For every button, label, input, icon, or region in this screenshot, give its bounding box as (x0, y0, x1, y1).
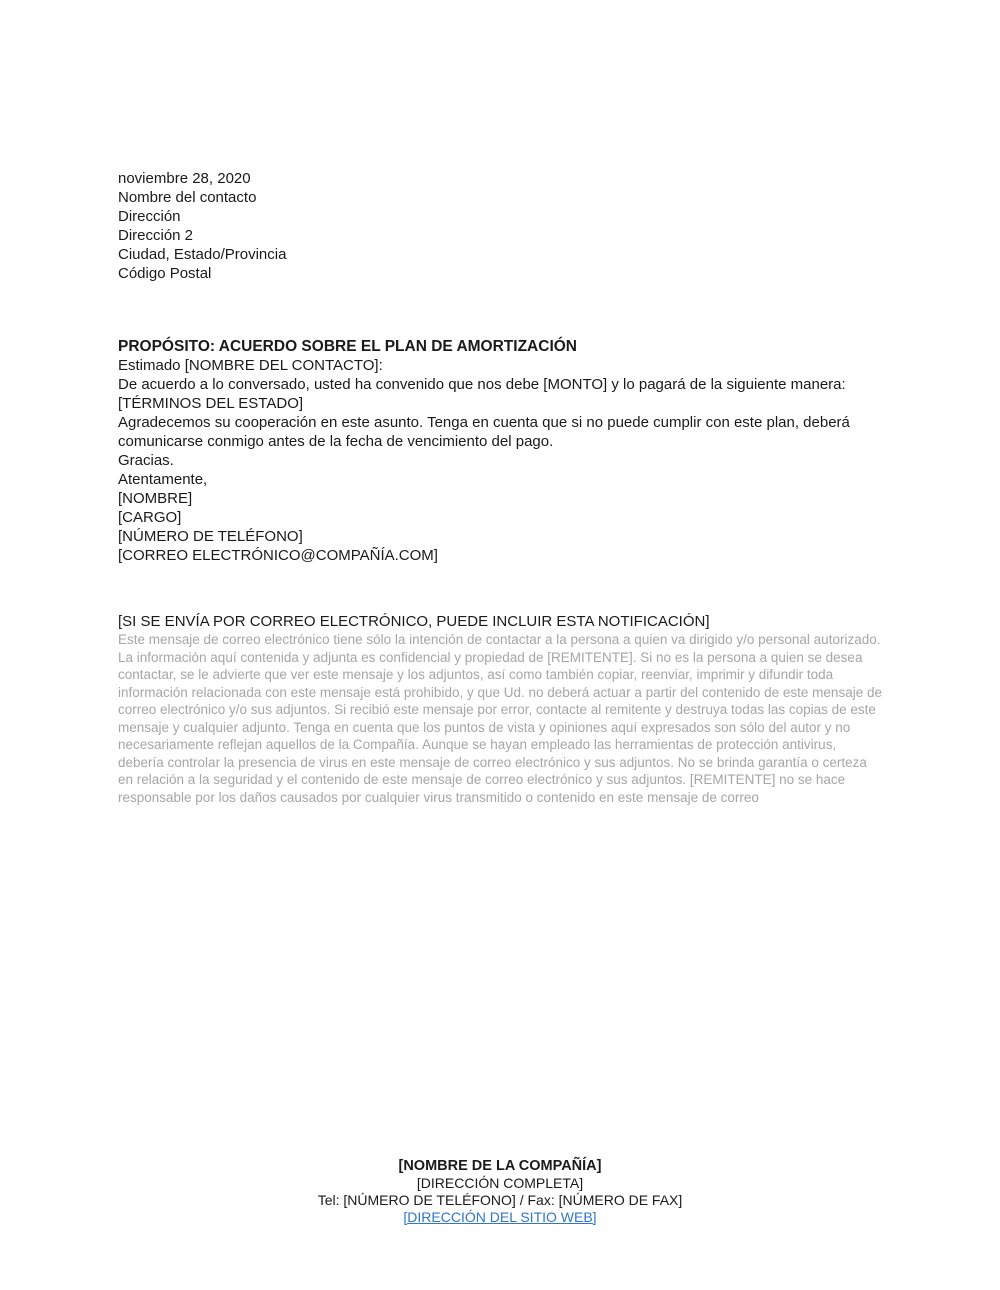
terms-placeholder: [TÉRMINOS DEL ESTADO] (118, 395, 304, 412)
closing-line: Atentamente, (118, 471, 208, 488)
recipient-name: Nombre del contacto (118, 189, 257, 206)
salutation: Estimado [NOMBRE DEL CONTACTO]: (118, 357, 383, 374)
recipient-address-2: Dirección 2 (118, 227, 194, 244)
recipient-postal-code: Código Postal (118, 265, 212, 282)
recipient-city-state: Ciudad, Estado/Provincia (118, 246, 287, 263)
footer-company-address: [DIRECCIÓN COMPLETA] (416, 1175, 584, 1191)
signature-phone: [NÚMERO DE TELÉFONO] (118, 528, 303, 545)
signature-title: [CARGO] (118, 509, 182, 526)
signature-block (118, 489, 882, 565)
signature-name: [NOMBRE] (118, 490, 193, 507)
email-notice-heading: [SI SE ENVÍA POR CORREO ELECTRÓNICO, PUEDE INCLUIR ESTA NOTIFICACIÓN] (118, 613, 710, 630)
body-paragraph-2: Agradecemos su cooperación en este asunto. Tenga en cuenta que si no puede cumplir con este plan, deberá comunicarse conmigo antes de la fecha de vencimiento del pago. (118, 414, 850, 450)
footer-company-name: [NOMBRE DE LA COMPAÑÍA] (398, 1158, 602, 1174)
email-disclaimer-text: Este mensaje de correo electrónico tiene sólo la intención de contactar a la persona a quien va dirigido y/o personal autorizado. La información aquí contenida y adjunta es confidencial y propiedad de [REMITENTE]. Si no es la persona a quien se desea contactar, se le advierte que ver este mensaje y los adjuntos, así como también copiar, reenviar, imprimir y difundir toda información relacionada con este mensaje está prohibido, y que Ud. no deberá actuar a partir del contenido de este mensaje de correo electrónico y/o sus adjuntos. Si recibió este mensaje por error, contacte al remitente y destruya todas las copias de este mensaje y cualquier adjunto. Tenga en cuenta que los puntos de vista y opiniones aquí expresados son sólo del autor y no necesariamente reflejan aquellos de la Compañía. Aunque se hayan empleado las herramientas de protección antivirus, debería controlar la presencia de virus en este mensaje de correo electrónico y sus adjuntos. No se brinda garantía o certeza en relación a la seguridad y el contenido de este mensaje de correo electrónico y sus adjuntos. [REMITENTE] no se hace responsable por los daños causados por cualquier virus transmitido o contenido en este mensaje de correo (118, 632, 882, 805)
recipient-block (118, 188, 882, 283)
footer-website-link[interactable]: [DIRECCIÓN DEL SITIO WEB] (403, 1209, 597, 1225)
thanks-line: Gracias. (118, 452, 174, 469)
company-footer (0, 1158, 1000, 1226)
letter-date: noviembre 28, 2020 (118, 170, 251, 187)
footer-phone-fax: Tel: [NÚMERO DE TELÉFONO] / Fax: [NÚMERO DE FAX] (317, 1192, 683, 1208)
signature-email: [CORREO ELECTRÓNICO@COMPAÑÍA.COM] (118, 547, 438, 564)
body-paragraph-1: De acuerdo a lo conversado, usted ha convenido que nos debe [MONTO] y lo pagará de la siguiente manera: (118, 376, 846, 393)
recipient-address-1: Dirección (118, 208, 181, 225)
letter-subject: PROPÓSITO: ACUERDO SOBRE EL PLAN DE AMORTIZACIÓN (118, 338, 577, 355)
